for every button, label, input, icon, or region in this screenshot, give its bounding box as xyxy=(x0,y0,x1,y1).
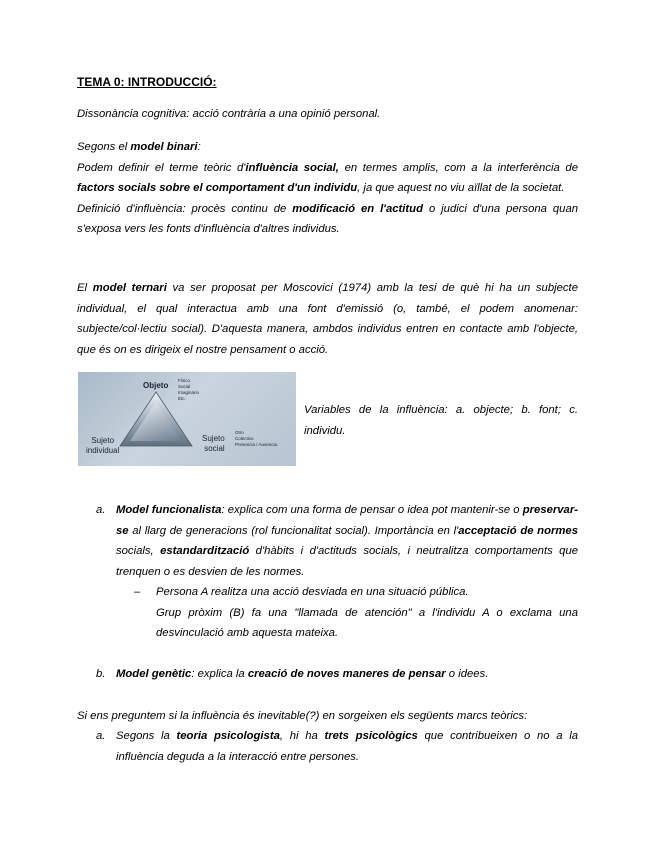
influence-variables-figure xyxy=(78,372,296,466)
functionalist-model-item: Model funcionalista: explica com una forma de pensar o idea pot mantenir-se o preservar-se al llarg de generacions (rol funcionalitat social). Importància en l'acceptació de normes socials, estandardització d'hàbits i d'actituds socials, i neutralitza comportaments que trenquen o es desvien de les normes. xyxy=(116,504,579,578)
list-marker-a: a. xyxy=(96,504,106,516)
sub-item-example: Persona A realitza una acció desviada en una situació pública. Grup pròxim (B) fa una "llamada de atención" a l'individu A o exclama una desvinculació amb aquesta mateixa. xyxy=(156,586,578,639)
genetic-model-item: Model genètic: explica la creació de noves maneres de pensar o idees. xyxy=(116,668,489,680)
figure-label-objeto: Objeto xyxy=(143,381,169,390)
social-items: Otro Colectivo Presencia / Ausencia xyxy=(235,430,278,447)
objeto-items: Físico Social Imaginario Etc. xyxy=(178,378,200,401)
inevitability-question: Si ens preguntem si la influència és inevitable(?) en sorgeixen els següents marcs teòrics: xyxy=(77,710,528,722)
binary-model-paragraph: Segons el model binari: Podem definir el terme teòric d'influència social, en termes amplis, com a la interferència de factors socials sobre el comportament d'un individu, ja que aquest no viu aïllat de la societat. Definició d'influència: procès continu de modificació en l'actitud o judici d'una persona quan s'exposa vers les fonts d'influència d'altres individus. xyxy=(77,141,579,235)
page-title: TEMA 0: INTRODUCCIÓ: xyxy=(77,75,217,89)
figure-label-sujeto-social: Sujeto social xyxy=(202,434,225,453)
sub-list-marker: – xyxy=(134,586,141,598)
psychologist-theory-item: Segons la teoria psicologista, hi ha trets psicològics que contribueixen o no a la influència deguda a la interacció entre persones. xyxy=(116,730,578,763)
figure-label-sujeto-individual: Sujeto individual xyxy=(86,436,120,455)
figure-caption: Variables de la influència: a. objecte; b. font; c. individu. xyxy=(304,404,578,437)
list-marker-c: a. xyxy=(96,730,106,742)
list-marker-b: b. xyxy=(96,668,106,680)
dissonance-definition: Dissonància cognitiva: acció contrària a una opinió personal. xyxy=(77,108,381,120)
ternary-model-paragraph: El model ternari va ser proposat per Moscovici (1974) amb la tesi de què hi ha un subjecte individual, el qual interactua amb una font d'emissió (o, també, el podem anomenar: subjecte/col·lectiu social). D'aquesta manera, ambdos individus entren en contacte amb l'objecte, que és on es dirigeix el nostre pensament o acció. xyxy=(77,282,578,356)
